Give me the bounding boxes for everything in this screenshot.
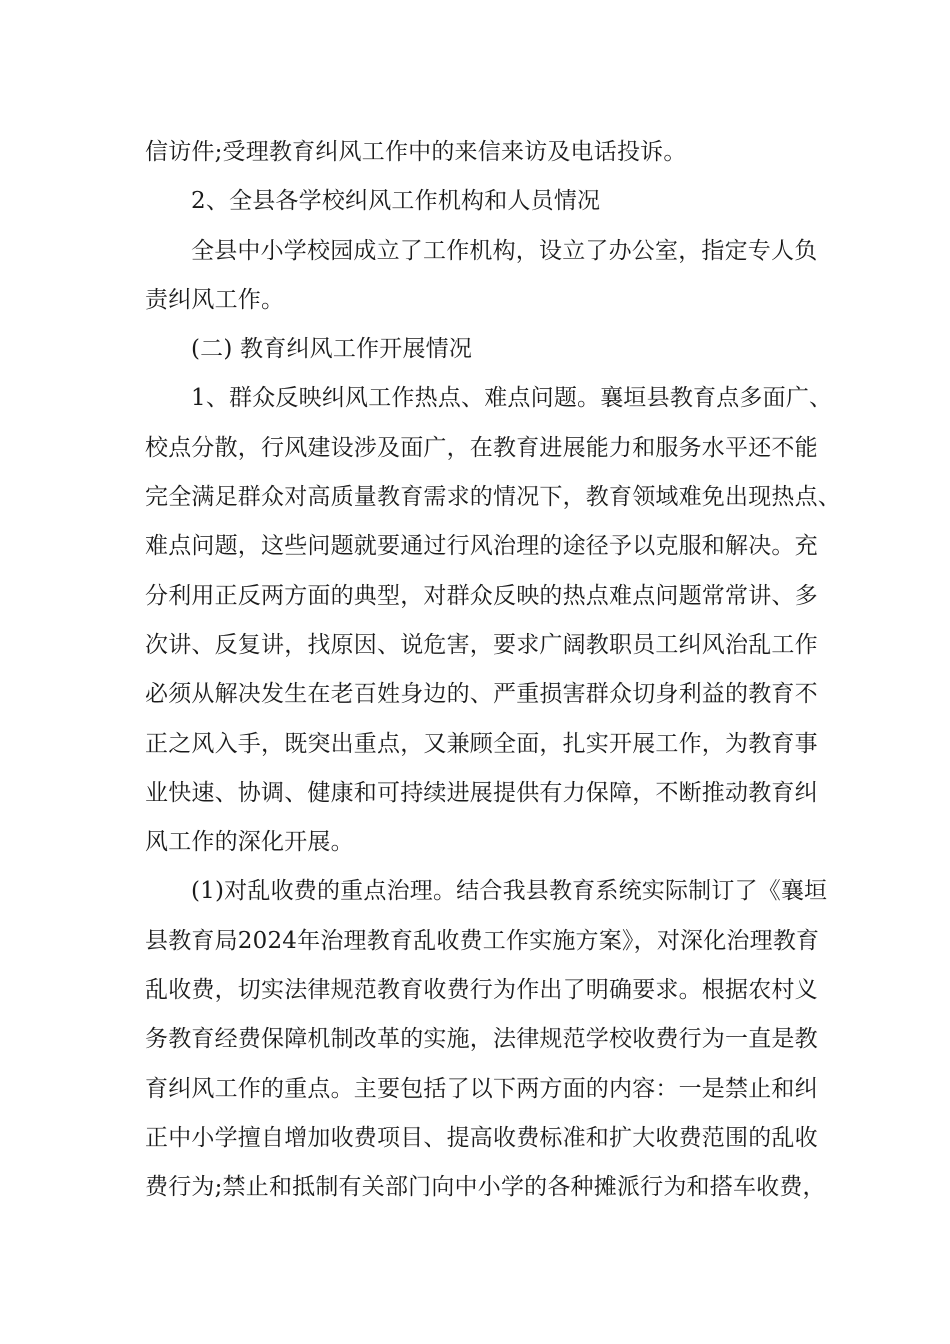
text-line: 责纠风工作。: [145, 286, 285, 313]
text-line: 正之风入手，既突出重点，又兼顾全面，扎实开展工作，为教育事: [145, 730, 818, 757]
text-line: 县教育局2024年治理教育乱收费工作实施方案》，对深化治理教育: [145, 927, 820, 954]
text-line: 育纠风工作的重点。主要包括了以下两方面的内容：一是禁止和纠: [145, 1075, 818, 1102]
text-line: 风工作的深化开展。: [145, 829, 354, 856]
section-heading: (二) 教育纠风工作开展情况: [191, 336, 473, 363]
text-line: 乱收费，切实法律规范教育收费行为作出了明确要求。根据农村义: [145, 977, 818, 1004]
text-line: (1)对乱收费的重点治理。结合我县教育系统实际制订了《襄垣: [191, 878, 828, 905]
text-line: 费行为;禁止和抵制有关部门向中小学的各种摊派行为和搭车收费，: [145, 1174, 826, 1201]
text-line: 业快速、协调、健康和可持续进展提供有力保障，不断推动教育纠: [145, 779, 818, 806]
text-line: 1、群众反映纠风工作热点、难点问题。襄垣县教育点多面广、: [191, 385, 833, 412]
body-text: [145, 128, 841, 1213]
text-line: 完全满足群众对高质量教育需求的情况下，教育领域难免出现热点、: [145, 484, 841, 511]
text-line: 务教育经费保障机制改革的实施，法律规范学校收费行为一直是教: [145, 1026, 818, 1053]
text-line: 校点分散，行风建设涉及面广，在教育进展能力和服务水平还不能: [145, 434, 818, 461]
text-line: 全县中小学校园成立了工作机构，设立了办公室，指定专人负: [191, 237, 818, 264]
text-line: 2、全县各学校纠风工作机构和人员情况: [191, 188, 601, 215]
text-line: 难点问题，这些问题就要通过行风治理的途径予以克服和解决。充: [145, 533, 818, 560]
text-line: 必须从解决发生在老百姓身边的、严重损害群众切身利益的教育不: [145, 681, 818, 708]
text-line: 正中小学擅自增加收费项目、提高收费标准和扩大收费范围的乱收: [145, 1124, 818, 1151]
text-line: 分利用正反两方面的典型，对群众反映的热点难点问题常常讲、多: [145, 582, 818, 609]
text-line: 次讲、反复讲，找原因、说危害，要求广阔教职员工纠风治乱工作: [145, 631, 818, 658]
text-line: 信访件;受理教育纠风工作中的来信来访及电话投诉。: [145, 139, 687, 165]
